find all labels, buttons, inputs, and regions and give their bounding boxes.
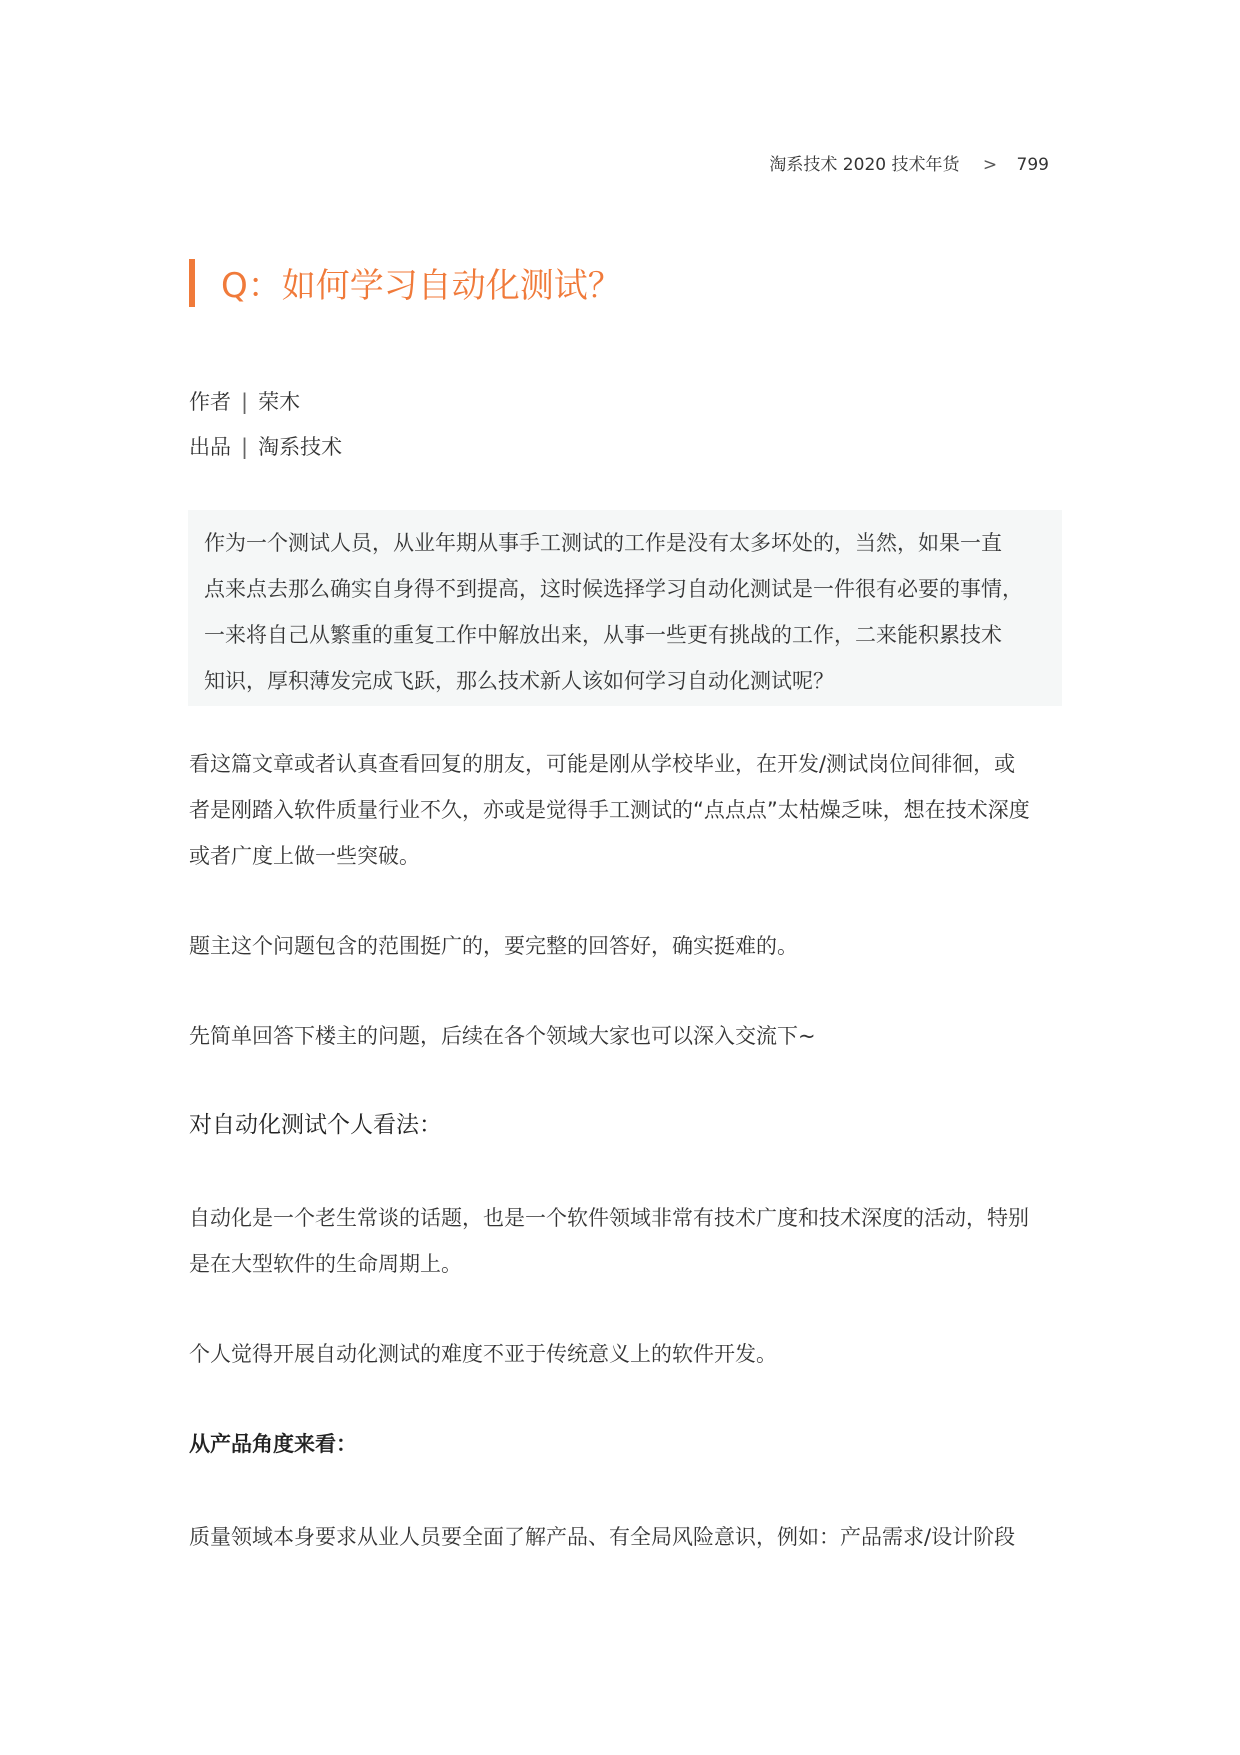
- header-separator: >: [982, 155, 998, 175]
- source-line: [189, 431, 342, 461]
- book-title: 淘系技术 2020 技术年货: [769, 155, 960, 175]
- source-name: 淘系技术: [258, 435, 343, 459]
- callout-line: 知识，厚积薄发完成飞跃，那么技术新人该如何学习自动化测试呢？: [204, 669, 834, 693]
- intro-callout: [188, 510, 1062, 706]
- author-line: [189, 386, 300, 416]
- title-accent-bar: [189, 259, 195, 307]
- paragraph-line: 个人觉得开展自动化测试的难度不亚于传统意义上的软件开发。: [189, 1342, 777, 1366]
- callout-line: 点来点去那么确实自身得不到提高，这时候选择学习自动化测试是一件很有必要的事情，: [204, 577, 1023, 601]
- paragraph-line: 题主这个问题包含的范围挺广的，要完整的回答好，确实挺难的。: [189, 934, 798, 958]
- section-heading: 对自动化测试个人看法：: [189, 1112, 442, 1138]
- author-name: 荣木: [258, 390, 301, 414]
- paragraph-6: [189, 1514, 1069, 1560]
- callout-line: 作为一个测试人员，从业年期从事手工测试的工作是没有太多坏处的，当然，如果一直: [204, 531, 1002, 555]
- article-title: Q：如何学习自动化测试？: [221, 266, 622, 306]
- source-label: 出品: [189, 435, 231, 459]
- sub-heading: 从产品角度来看：: [189, 1432, 357, 1456]
- paragraph-line: 自动化是一个老生常谈的话题，也是一个软件领域非常有技术广度和技术深度的活动，特别: [189, 1206, 1029, 1230]
- paragraph-2: [189, 923, 1069, 969]
- paragraph-1: [189, 741, 1069, 879]
- paragraph-4: [189, 1195, 1069, 1287]
- paragraph-line: 者是刚踏入软件质量行业不久，亦或是觉得手工测试的“点点点”太枯燥乏味，想在技术深度: [189, 798, 1030, 822]
- author-separator: |: [241, 390, 249, 414]
- paragraph-3: [189, 1013, 1069, 1059]
- source-separator: |: [241, 435, 249, 459]
- paragraph-line: 或者广度上做一些突破。: [189, 844, 420, 868]
- article-title-block: [189, 258, 622, 307]
- paragraph-line: 看这篇文章或者认真查看回复的朋友，可能是刚从学校毕业，在开发/测试岗位间徘徊，或: [189, 752, 1016, 776]
- paragraph-line: 是在大型软件的生命周期上。: [189, 1252, 462, 1276]
- paragraph-line: 质量领域本身要求从业人员要全面了解产品、有全局风险意识，例如：产品需求/设计阶段: [189, 1525, 1016, 1549]
- author-label: 作者: [189, 390, 231, 414]
- paragraph-5: [189, 1331, 1069, 1377]
- paragraph-line: 先简单回答下楼主的问题，后续在各个领域大家也可以深入交流下~: [189, 1024, 816, 1048]
- page-number: 799: [1016, 155, 1049, 175]
- running-header: [769, 150, 1049, 175]
- callout-line: 一来将自己从繁重的重复工作中解放出来，从事一些更有挑战的工作，二来能积累技术: [204, 623, 1002, 647]
